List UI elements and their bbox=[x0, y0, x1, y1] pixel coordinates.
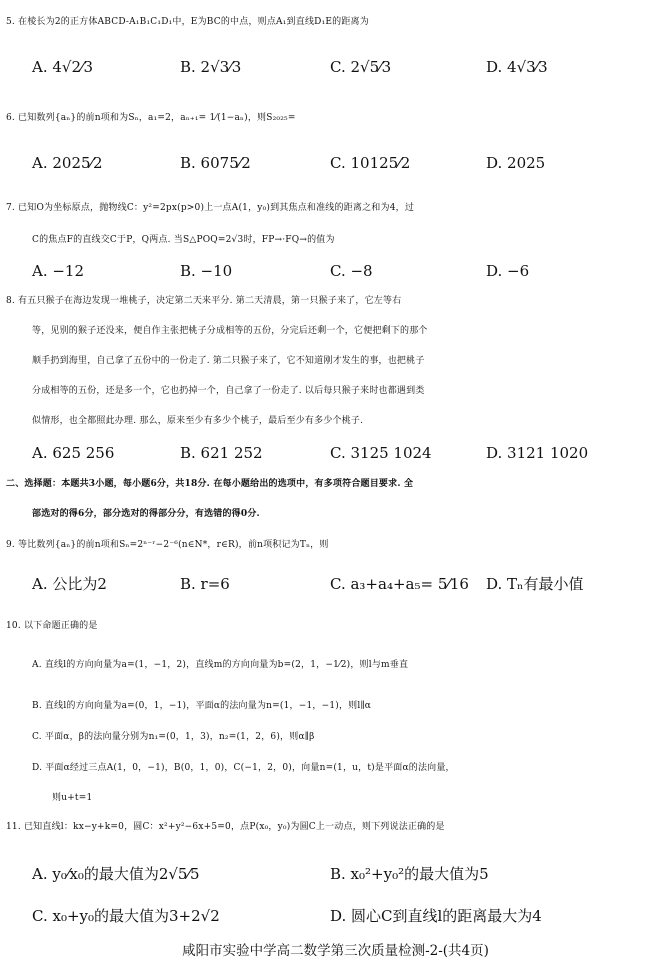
q5-option-a: A. 4√2⁄3 bbox=[32, 58, 94, 76]
q9-stem: 9. 等比数列{aₙ}的前n项和Sₙ=2ⁿ⁻ʳ−2⁻⁶(n∈N*，r∈R)，前n项积记为Tₙ，则 bbox=[6, 540, 329, 550]
q6-stem: 6. 已知数列{aₙ}的前n项和为Sₙ，a₁=2，aₙ₊₁= 1⁄(1−aₙ)，则S₂₀₂₅= bbox=[6, 113, 296, 123]
q5-option-b: B. 2√3⁄3 bbox=[180, 58, 242, 76]
q6-option-a: A. 2025⁄2 bbox=[32, 154, 103, 172]
q11-stem: 11. 已知直线l：kx−y+k=0，圆C：x²+y²−6x+5=0，点P(x₀，y₀)为圆C上一动点，则下列说法正确的是 bbox=[6, 822, 445, 832]
q10-option-d: D. 平面α经过三点A(1，0，−1)，B(0，1，0)，C(−1，2，0)，向量n=(1，u，t)是平面α的法向量， bbox=[32, 763, 455, 773]
q7-stem-line-1: 7. 已知O为坐标原点，抛物线C：y²=2px(p>0)上一点A(1，y₀)到其焦点和准线的距离之和为4，过 bbox=[6, 203, 415, 213]
q9-option-a: A. 公比为2 bbox=[32, 575, 107, 593]
q8-stem-line-4: 分成相等的五份，还是多一个，它也扔掉一个，自己拿了一份走了. 以后每只猴子来时也都遇到类 bbox=[32, 386, 425, 396]
q10-option-d-continued: 则u+t=1 bbox=[52, 793, 93, 803]
q7-option-c: C. −8 bbox=[330, 262, 373, 280]
section-2-heading-line-1: 二、选择题：本题共3小题，每小题6分，共18分. 在每小题给出的选项中，有多项符合题目要求. 全 bbox=[6, 479, 414, 489]
q6-option-d: D. 2025 bbox=[486, 154, 546, 172]
q10-stem: 10. 以下命题正确的是 bbox=[6, 621, 98, 631]
q9-option-d: D. Tₙ有最小值 bbox=[486, 575, 584, 593]
page-footer: 咸阳市实验中学高二数学第三次质量检测-2-(共4页) bbox=[182, 943, 489, 959]
q11-option-d: D. 圆心C到直线l的距离最大为4 bbox=[330, 907, 542, 925]
q8-option-b: B. 621 252 bbox=[180, 444, 263, 462]
q8-option-d: D. 3121 1020 bbox=[486, 444, 589, 462]
q11-option-a: A. y₀⁄x₀的最大值为2√5⁄5 bbox=[32, 865, 200, 883]
q7-option-a: A. −12 bbox=[32, 262, 85, 280]
q8-stem-line-5: 似情形，也全都照此办理. 那么，原来至少有多少个桃子，最后至少有多少个桃子. bbox=[32, 416, 364, 426]
q8-stem-line-1: 8. 有五只猴子在海边发现一堆桃子，决定第二天来平分. 第二天清晨，第一只猴子来了，它左等右 bbox=[6, 296, 402, 306]
q7-option-b: B. −10 bbox=[180, 262, 233, 280]
q5-option-d: D. 4√3⁄3 bbox=[486, 58, 548, 76]
q10-option-b: B. 直线l的方向向量为a=(0，1，−1)，平面α的法向量为n=(1，−1，−1)，则l∥α bbox=[32, 701, 372, 711]
q8-option-a: A. 625 256 bbox=[32, 444, 115, 462]
q10-option-c: C. 平面α，β的法向量分别为n₁=(0，1，3)，n₂=(1，2，6)，则α∥β bbox=[32, 732, 315, 742]
q6-option-b: B. 6075⁄2 bbox=[180, 154, 251, 172]
q5-stem: 5. 在棱长为2的正方体ABCD-A₁B₁C₁D₁中，E为BC的中点，则点A₁到直线D₁E的距离为 bbox=[6, 17, 369, 27]
q9-option-c: C. a₃+a₄+a₅= 5⁄16 bbox=[330, 575, 469, 593]
q6-option-c: C. 10125⁄2 bbox=[330, 154, 411, 172]
section-2-heading-line-2: 部选对的得6分，部分选对的得部分分，有选错的得0分. bbox=[32, 509, 260, 519]
q5-option-c: C. 2√5⁄3 bbox=[330, 58, 392, 76]
q8-stem-line-2: 等，见别的猴子还没来，便自作主张把桃子分成相等的五份，分完后还剩一个，它便把剩下的那个 bbox=[32, 326, 428, 336]
q10-option-a: A. 直线l的方向向量为a=(1，−1，2)，直线m的方向向量为b=(2，1，−1⁄2)，则l与m垂直 bbox=[32, 660, 409, 670]
q8-option-c: C. 3125 1024 bbox=[330, 444, 432, 462]
q9-option-b: B. r=6 bbox=[180, 575, 230, 593]
q11-option-c: C. x₀+y₀的最大值为3+2√2 bbox=[32, 907, 220, 925]
q8-stem-line-3: 顺手扔到海里，自己拿了五份中的一份走了. 第二只猴子来了，它不知道刚才发生的事，也把桃子 bbox=[32, 356, 425, 366]
q7-option-d: D. −6 bbox=[486, 262, 530, 280]
q11-option-b: B. x₀²+y₀²的最大值为5 bbox=[330, 865, 489, 883]
q7-stem-line-2: C的焦点F的直线交C于P，Q两点. 当S△POQ=2√3时，FP→·FQ→的值为 bbox=[32, 235, 335, 245]
